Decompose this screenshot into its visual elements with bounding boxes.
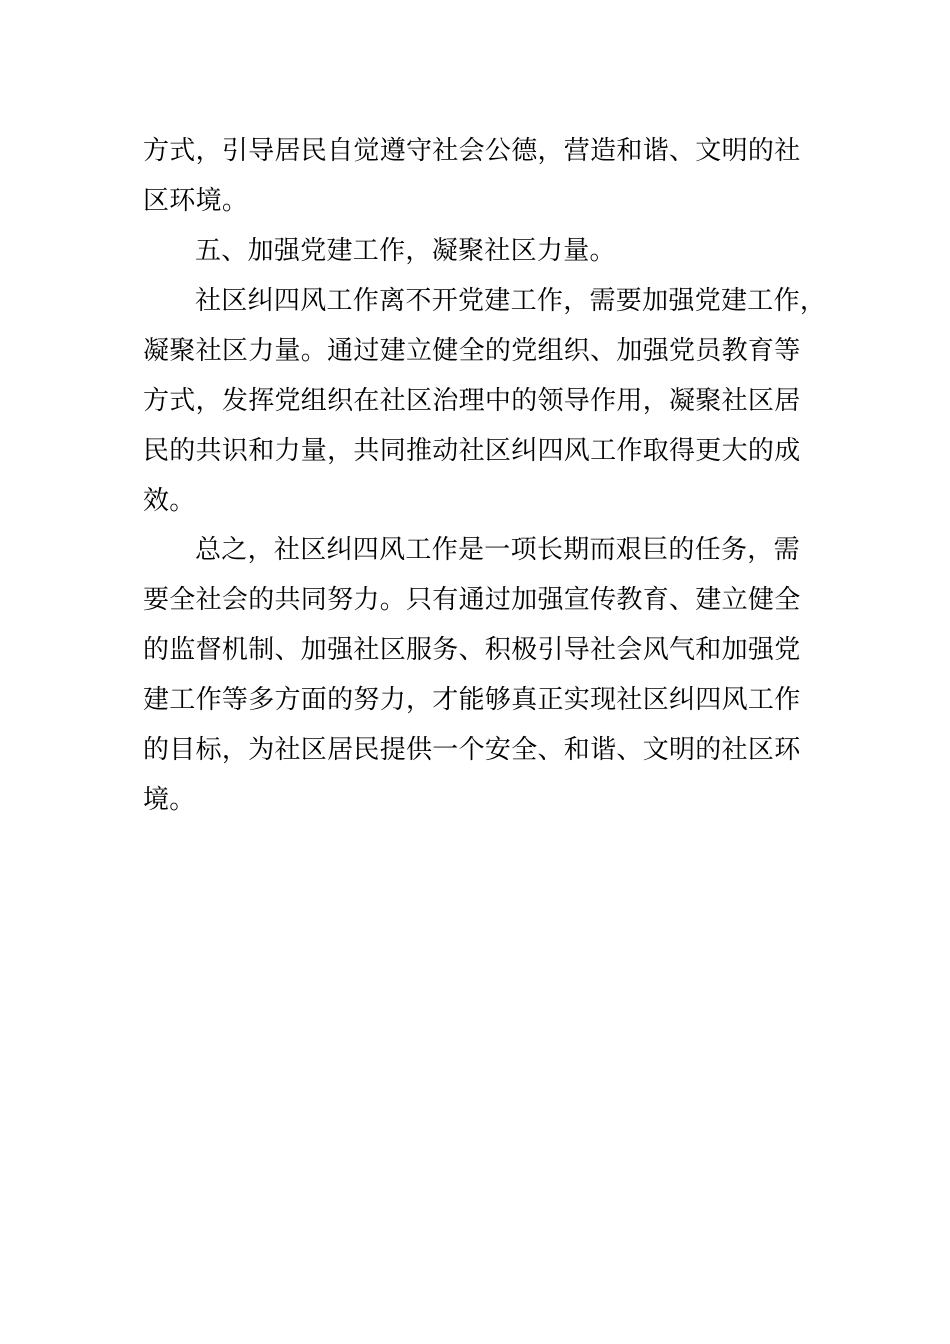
paragraph-line: 凝聚社区力量。通过建立健全的党组织、加强党员教育等 — [143, 336, 801, 366]
paragraph-line: 社区纠四风工作离不开党建工作，需要加强党建工作， — [195, 286, 827, 316]
paragraph-line: 建工作等多方面的努力，才能够真正实现社区纠四风工作 — [143, 685, 801, 715]
paragraph-line: 效。 — [143, 486, 196, 516]
paragraph-line: 要全社会的共同努力。只有通过加强宣传教育、建立健全 — [143, 585, 801, 615]
paragraph-line: 的监督机制、加强社区服务、积极引导社会风气和加强党 — [143, 635, 801, 665]
paragraph-line: 方式，引导居民自觉遵守社会公德，营造和谐、文明的社 — [143, 136, 801, 166]
paragraph-line: 境。 — [143, 785, 196, 815]
paragraph-line: 区环境。 — [143, 186, 249, 216]
paragraph-line: 方式，发挥党组织在社区治理中的领导作用，凝聚社区居 — [143, 386, 801, 416]
paragraph-line: 总之，社区纠四风工作是一项长期而艰巨的任务，需 — [195, 535, 800, 565]
paragraph-line: 的目标，为社区居民提供一个安全、和谐、文明的社区环 — [143, 735, 801, 765]
section-heading: 五、加强党建工作，凝聚社区力量。 — [195, 236, 616, 266]
paragraph-line: 民的共识和力量，共同推动社区纠四风工作取得更大的成 — [143, 436, 801, 466]
